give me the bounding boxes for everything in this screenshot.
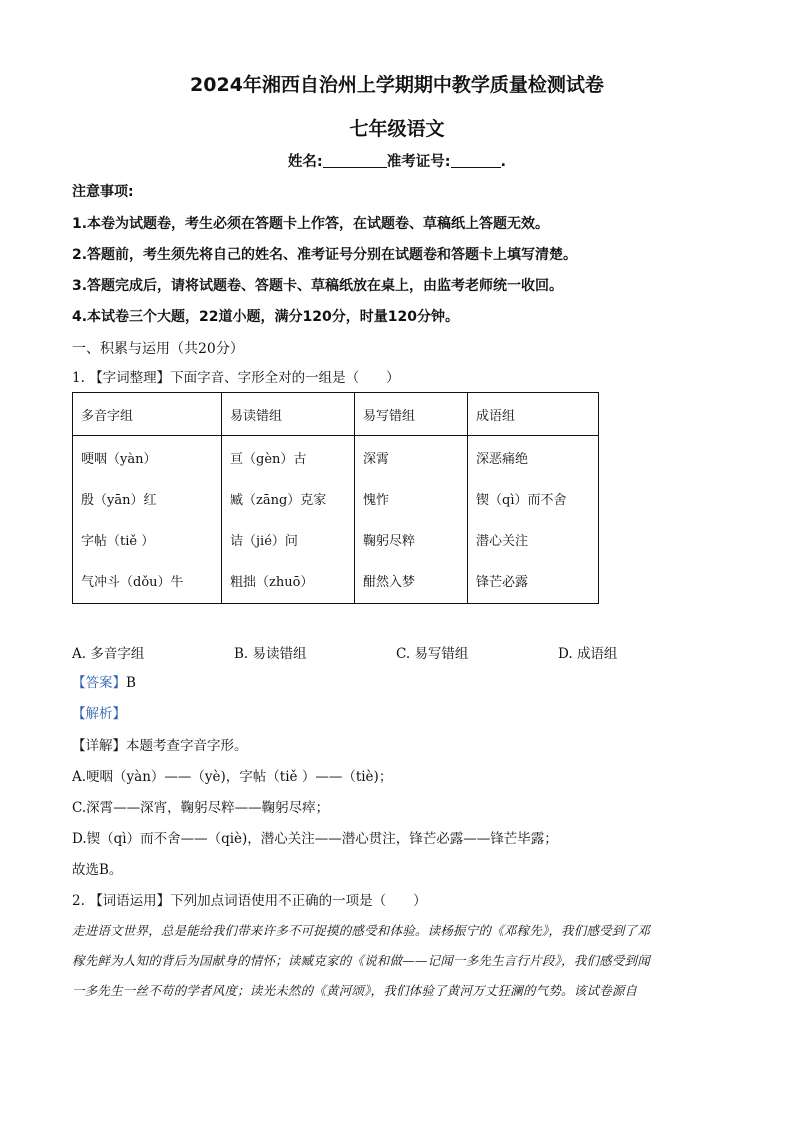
option-letter: C. (396, 646, 411, 662)
table-entry: 酣然入梦 (363, 575, 416, 590)
id-label: 准考证号: (386, 154, 451, 170)
table-cell (222, 436, 355, 604)
table-header-row (73, 393, 599, 436)
table-entry: 潜心关注 (476, 534, 529, 549)
option-c[interactable] (396, 642, 468, 662)
table-entry: 深恶痛绝 (476, 452, 529, 467)
table-entry: 诘（jié）问 (230, 534, 298, 549)
section-heading: 一、积累与运用（共20分） (72, 341, 244, 357)
notes-heading: 注意事项: (72, 184, 134, 200)
answer-tag: 【答案】 (72, 675, 126, 691)
option-letter: B. (234, 646, 249, 662)
analysis-line (72, 705, 126, 723)
candidate-info-line (0, 150, 794, 171)
detail-tag: 【详解】 (72, 738, 126, 754)
option-text: 易读错组 (252, 646, 307, 662)
note-item: 4.本试卷三个大题，22道小题，满分120分，时量120分钟。 (72, 309, 459, 325)
table-header-cell: 易读错组 (222, 393, 355, 436)
detail-line (72, 737, 248, 755)
table-entry: 深霄 (363, 452, 390, 467)
table-entry: 臧（zāng）克家 (230, 493, 327, 508)
table-entry: 鞠躬尽粹 (363, 534, 416, 549)
id-blank (451, 152, 501, 168)
table-entry: 殷（yān）红 (81, 493, 157, 508)
option-b[interactable] (234, 642, 307, 662)
option-text: 易写错组 (414, 646, 469, 662)
table-cell (73, 436, 222, 604)
name-blank (323, 152, 387, 168)
detail-item: 故选B。 (72, 862, 123, 878)
passage-line: 一多先生一丝不苟的学者风度；读光未然的《黄河颂》，我们体验了黄河万丈狂澜的气势。该试卷源自 (72, 983, 638, 998)
table-entry: 气冲斗（dǒu）牛 (81, 575, 184, 590)
option-text: 多音字组 (90, 646, 145, 662)
answer-value: B (126, 675, 136, 691)
option-a[interactable] (72, 642, 144, 662)
table-cell (355, 436, 468, 604)
passage-line: 稼先鲜为人知的背后为国献身的情怀；读臧克家的《说和做——记闻一多先生言行片段》，我们感受到闻 (72, 953, 650, 968)
table-header-cell: 多音字组 (73, 393, 222, 436)
answer-line (72, 674, 136, 692)
question-2-stem (72, 892, 427, 910)
question-text: 下面字音、字形全对的一组是（ ） (170, 370, 400, 386)
question-2-passage (72, 916, 712, 1006)
name-label: 姓名: (287, 154, 323, 170)
table-header-cell: 易写错组 (355, 393, 468, 436)
table-entry: 字帖（tiě ） (81, 534, 155, 549)
table-entry: 锲（qì）而不舍 (476, 493, 567, 508)
grade-subject-title: 七年级语文 (349, 118, 445, 140)
table-cell (468, 436, 599, 604)
option-letter: D. (558, 646, 573, 662)
table-header-cell: 成语组 (468, 393, 599, 436)
table-row (73, 436, 599, 604)
table-entry: 粗拙（zhuō） (230, 575, 314, 590)
note-item: 2.答题前，考生须先将自己的姓名、准考证号分别在试题卷和答题卡上填写清楚。 (72, 247, 578, 263)
note-item: 3.答题完成后，请将试题卷、答题卡、草稿纸放在桌上，由监考老师统一收回。 (72, 278, 564, 294)
detail-item: D.锲（qì）而不舍——（qiè)，潜心关注——潜心贯注，锋芒必露——锋芒毕露； (72, 831, 558, 847)
option-letter: A. (72, 646, 87, 662)
table-entry: 亘（gèn）古 (230, 452, 307, 467)
detail-intro: 本题考查字音字形。 (126, 738, 248, 754)
id-tail: . (500, 154, 507, 170)
detail-item: C.深霄——深宵，鞠躬尽粹——鞠躬尽瘁； (72, 800, 330, 816)
table-entry: 锋芒必露 (476, 575, 529, 590)
option-d[interactable] (558, 642, 617, 662)
passage-line: 走进语文世界，总是能给我们带来许多不可捉摸的感受和体验。读杨振宁的《邓稼先》，我们感受到了邓 (72, 923, 650, 938)
question-number: 1. (72, 370, 85, 386)
analysis-tag: 【解析】 (72, 706, 126, 722)
detail-item: A.哽咽（yàn）——（yè)，字帖（tiě ）——（tiè)； (72, 769, 393, 785)
table-entry: 愧怍 (363, 493, 390, 508)
option-text: 成语组 (576, 646, 618, 662)
note-item: 1.本卷为试题卷，考生必须在答题卡上作答，在试题卷、草稿纸上答题无效。 (72, 216, 550, 232)
question-tag: 【词语运用】 (89, 893, 171, 909)
table-entry: 哽咽（yàn） (81, 452, 157, 467)
question-1-stem (72, 369, 400, 387)
page-title: 2024年湘西自治州上学期期中教学质量检测试卷 (190, 74, 604, 96)
question-text: 下列加点词语使用不正确的一项是（ ） (170, 893, 427, 909)
word-groups-table (72, 392, 599, 604)
question-number: 2. (72, 893, 85, 909)
question-tag: 【字词整理】 (89, 370, 171, 386)
